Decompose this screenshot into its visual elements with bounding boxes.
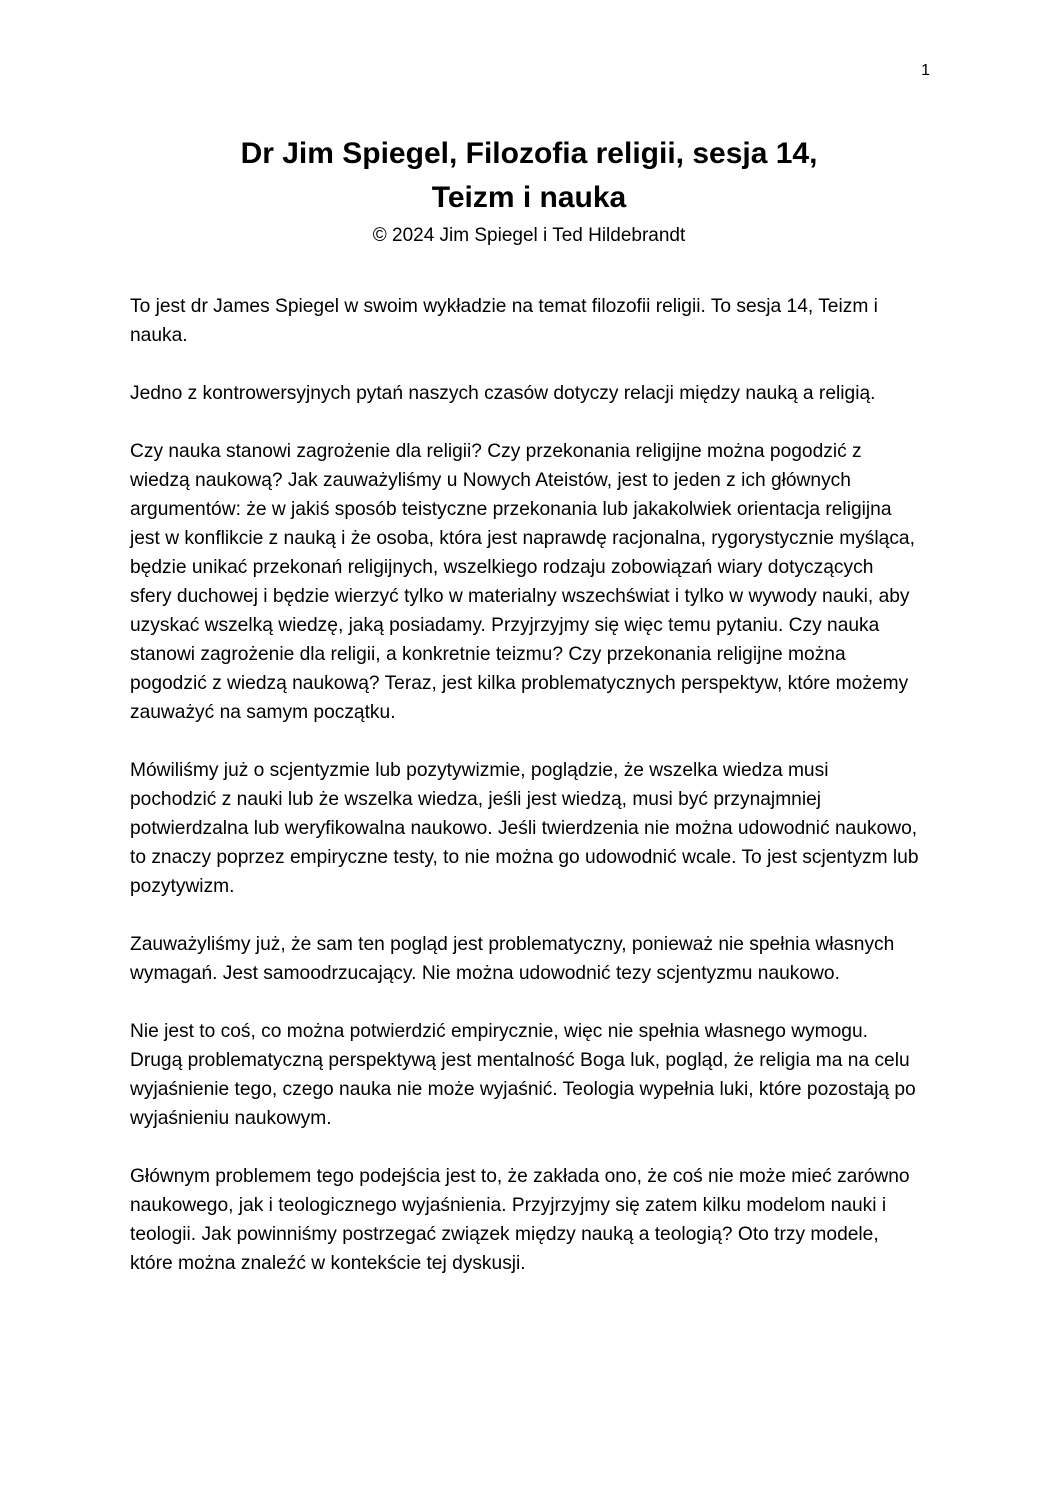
title-line-1: Dr Jim Spiegel, Filozofia religii, sesja 14, bbox=[240, 137, 818, 170]
title-line-2: Teizm i nauka bbox=[431, 180, 627, 214]
paragraph-intro: To jest dr James Spiegel w swoim wykładzie na temat filozofii religii. To sesja 14, Teizm i nauka. bbox=[130, 295, 878, 346]
paragraph-controversial-question: Jedno z kontrowersyjnych pytań naszych czasów dotyczy relacji między nauką a religią. bbox=[130, 382, 876, 404]
paragraph-science-threat: Czy nauka stanowi zagrożenie dla religii? Czy przekonania religijne można pogodzić z wiedzą naukową? Jak zauważyliśmy u Nowych Ateistów, jest to jeden z ich głównych argumentów: że w jakiś sposób teistyczne przekonania lub jakakolwiek orientacja religijna jest w konflikcie z nauką i że osoba, która jest naprawdę racjonalna, rygorystycznie myśląca, będzie unikać przekonań religijnych, wszelkiego rodzaju zobowiązań wiary dotyczących sfery duchowej i będzie wierzyć tylko w materialny wszechświat i tylko w wywody nauki, aby uzyskać wszelką wiedzę, jaką posiadamy. Przyjrzyjmy się więc temu pytaniu. Czy nauka stanowi zagrożenie dla religii, a konkretnie teizmu? Czy przekonania religijne można pogodzić z wiedzą naukową? Teraz, jest kilka problematycznych perspektyw, które możemy zauważyć na samym początku. bbox=[130, 440, 915, 723]
document-body bbox=[130, 292, 920, 1278]
copyright-line: © 2024 Jim Spiegel i Ted Hildebrandt bbox=[372, 225, 686, 246]
page-number: 1 bbox=[921, 62, 930, 79]
document-title bbox=[0, 0, 1058, 219]
paragraph-self-refuting: Zauważyliśmy już, że sam ten pogląd jest problematyczny, ponieważ nie spełnia własnych wymagań. Jest samoodrzucający. Nie można udowodnić tezy scjentyzmu naukowo. bbox=[130, 933, 895, 984]
paragraph-scientism: Mówiliśmy już o scjentyzmie lub pozytywizmie, poglądzie, że wszelka wiedza musi pochodzić z nauki lub że wszelka wiedza, jeśli jest wiedzą, musi być przynajmniej potwierdzalna lub weryfikowalna naukowo. Jeśli twierdzenia nie można udowodnić naukowo, to znaczy poprzez empiryczne testy, to nie można go udowodnić wcale. To jest scjentyzm lub pozytywizm. bbox=[130, 759, 919, 897]
paragraph-three-models: Głównym problemem tego podejścia jest to, że zakłada ono, że coś nie może mieć zarówno naukowego, jak i teologicznego wyjaśnienia. Przyjrzyjmy się zatem kilku modelom nauki i teologii. Jak powinniśmy postrzegać związek między nauką a teologią? Oto trzy modele, które można znaleźć w kontekście tej dyskusji. bbox=[130, 1165, 910, 1274]
paragraph-god-of-gaps: Nie jest to coś, co można potwierdzić empirycznie, więc nie spełnia własnego wymogu. Drugą problematyczną perspektywą jest mentalność Boga luk, pogląd, że religia ma na celu wyjaśnienie tego, czego nauka nie może wyjaśnić. Teologia wypełnia luki, które pozostają po wyjaśnieniu naukowym. bbox=[130, 1020, 916, 1129]
